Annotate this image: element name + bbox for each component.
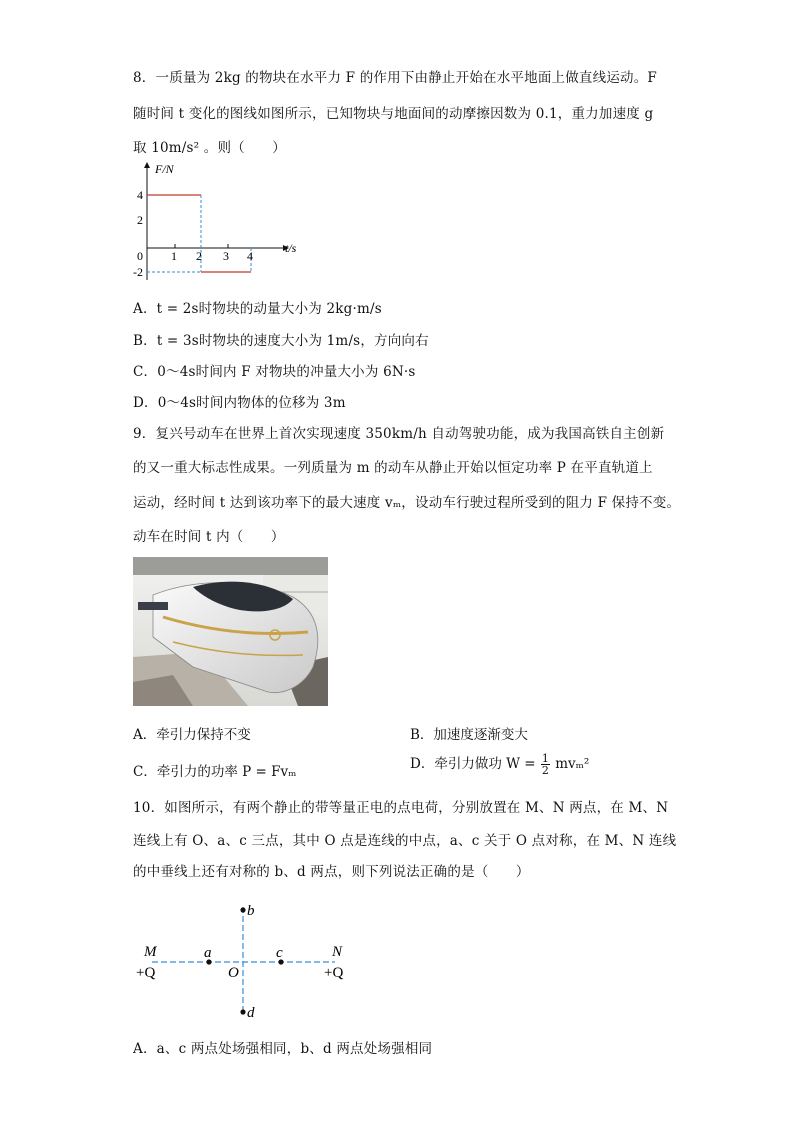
fraction-one-half (541, 753, 550, 776)
label-n: N (332, 944, 343, 960)
q9-option-d-suffix: mvₘ² (555, 756, 590, 772)
q9-option-d-prefix: D．牵引力做功 W = (410, 756, 536, 772)
y-tick-neg2: -2 (133, 265, 143, 279)
q8-line1: 8．一质量为 2kg 的物块在水平力 F 的作用下由静止开始在水平地面上做直线运动。F (133, 70, 657, 86)
q8-option-b: B．t = 3s时物块的速度大小为 1m/s，方向向右 (133, 333, 429, 349)
label-m: M (144, 944, 157, 960)
q10-line2: 连线上有 O、a、c 三点，其中 O 点是连线的中点，a、c 关于 O 点对称，在 M、N 连线 (133, 833, 677, 849)
label-c: c (276, 945, 283, 961)
fraction-denominator: 2 (541, 764, 549, 777)
y-axis-label: F/N (155, 162, 174, 176)
y-tick-4: 4 (137, 188, 143, 202)
q8-line3: 取 10m/s² 。则（ ） (133, 140, 286, 156)
train-photo (133, 557, 328, 706)
force-time-graph (133, 160, 303, 285)
svg-text:F/N (154, 162, 175, 176)
charge-diagram (130, 895, 360, 1025)
q8-option-a: A．t = 2s时物块的动量大小为 2kg·m/s (133, 301, 382, 317)
x-tick-4: 4 (247, 249, 253, 263)
charge-left: +Q (136, 965, 156, 981)
label-b: b (247, 903, 255, 919)
charge-right: +Q (324, 965, 344, 981)
y-tick-0: 0 (137, 249, 143, 263)
q9-line3: 运动，经时间 t 达到该功率下的最大速度 vₘ，设动车行驶过程所受到的阻力 F 保持不变。 (133, 495, 681, 511)
q8-option-d: D．0～4s时间内物体的位移为 3m (133, 395, 346, 411)
x-tick-2: 2 (196, 249, 202, 263)
q10-line1: 10．如图所示，有两个静止的带等量正电的点电荷，分别放置在 M、N 两点，在 M、N (133, 800, 669, 816)
q9-option-b: B．加速度逐渐变大 (410, 727, 528, 743)
x-tick-1: 1 (171, 249, 177, 263)
fraction-numerator: 1 (541, 752, 549, 765)
label-a: a (204, 945, 212, 961)
q9-line1: 9．复兴号动车在世界上首次实现速度 350km/h 自动驾驶功能，成为我国高铁自主创新 (133, 426, 665, 442)
q9-line4: 动车在时间 t 内（ ） (133, 529, 285, 545)
label-o: O (228, 965, 239, 981)
y-tick-2: 2 (137, 213, 143, 227)
q10-line3: 的中垂线上还有对称的 b、d 两点，则下列说法正确的是（ ） (133, 864, 530, 880)
q9-option-c: C．牵引力的功率 P = Fvₘ (133, 764, 297, 780)
q8-option-c: C．0～4s时间内 F 对物块的冲量大小为 6N·s (133, 364, 416, 380)
q10-option-a: A．a、c 两点处场强相同，b、d 两点处场强相同 (133, 1041, 433, 1057)
q9-option-d (410, 752, 589, 776)
q8-line2: 随时间 t 变化的图线如图所示，已知物块与地面间的动摩擦因数为 0.1，重力加速度 g (133, 106, 654, 122)
x-axis-label: t/s (285, 241, 297, 255)
x-tick-3: 3 (223, 249, 229, 263)
label-d: d (247, 1005, 255, 1021)
q9-line2: 的又一重大标志性成果。一列质量为 m 的动车从静止开始以恒定功率 P 在平直轨道上 (133, 460, 653, 476)
q9-option-a: A．牵引力保持不变 (133, 727, 251, 743)
